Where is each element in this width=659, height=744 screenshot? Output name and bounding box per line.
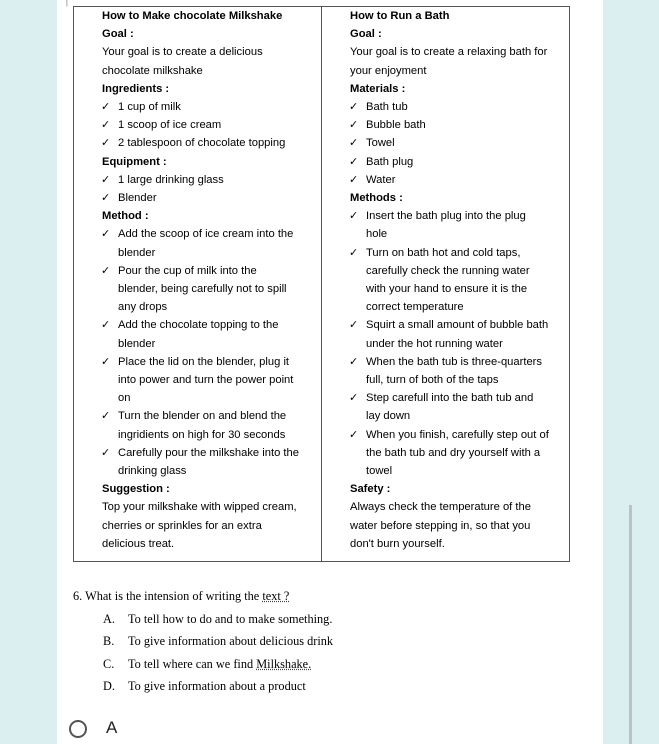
material-item: ✓ Towel — [350, 134, 565, 152]
method-step: ✓ Place the lid on the blender, plug it into power and turn the power point on — [102, 353, 314, 408]
suggestion-line: delicious treat. — [102, 537, 175, 550]
check-icon: ✓ — [101, 119, 111, 132]
check-icon: ✓ — [101, 192, 111, 205]
left-column — [102, 7, 314, 553]
check-icon: ✓ — [349, 246, 359, 259]
method-step: ✓ Add the scoop of ice cream into the blender — [102, 225, 314, 261]
method-step: ✓ Turn the blender on and blend the ingridients on high for 30 seconds — [102, 407, 314, 443]
check-icon: ✓ — [101, 355, 111, 368]
option-b: B. To give information about delicious drink — [103, 634, 334, 649]
suggestion-line: cherries or sprinkles for an extra — [102, 519, 262, 532]
bath-method-step: ✓ Insert the bath plug into the plug hole — [350, 207, 565, 243]
left-goal-label: Goal : — [102, 28, 134, 41]
equipment-item: ✓ Blender — [102, 189, 314, 207]
right-goal-label: Goal : — [350, 28, 382, 41]
question-block — [73, 585, 333, 698]
check-icon: ✓ — [349, 428, 359, 441]
check-icon: ✓ — [101, 228, 111, 241]
check-icon: ✓ — [349, 319, 359, 332]
check-icon: ✓ — [349, 173, 359, 186]
corner-mark: | — [66, 0, 68, 7]
check-icon: ✓ — [349, 210, 359, 223]
check-icon: ✓ — [101, 137, 111, 150]
check-icon: ✓ — [101, 101, 111, 114]
suggestion-label: Suggestion : — [102, 483, 170, 496]
materials-label: Materials : — [350, 82, 406, 95]
bath-method-step: ✓ Squirt a small amount of bubble bath under the hot running water — [350, 316, 565, 352]
answer-radio-label[interactable]: A — [106, 718, 118, 737]
bath-method-step: ✓ Step carefull into the bath tub and lay down — [350, 389, 565, 425]
method-step: ✓ Carefully pour the milkshake into the drinking glass — [102, 444, 314, 480]
left-goal-line: Your goal is to create a delicious — [102, 46, 263, 59]
safety-line: water before stepping in, so that you — [350, 519, 531, 532]
right-goal-line: Your goal is to create a relaxing bath for — [350, 46, 548, 59]
left-goal-line: chocolate milkshake — [102, 64, 203, 77]
option-a: A. To tell how to do and to make something. — [103, 611, 333, 626]
right-goal-line: your enjoyment — [350, 64, 427, 77]
ingredient-item: ✓ 1 cup of milk — [102, 98, 314, 116]
question-text: 6. What is the intension of writing the text ? — [73, 589, 290, 603]
equipment-item: ✓ 1 large drinking glass — [102, 171, 314, 189]
left-title: How to Make chocolate Milkshake — [102, 10, 283, 22]
material-item: ✓ Bubble bath — [350, 116, 565, 134]
safety-line: don't burn yourself. — [350, 537, 445, 550]
option-c: C. To tell where can we find Milkshake. — [103, 656, 312, 671]
safety-label: Safety : — [350, 483, 391, 496]
check-icon: ✓ — [349, 119, 359, 132]
method-label: Method : — [102, 210, 149, 223]
material-item: ✓ Bath plug — [350, 153, 565, 171]
bath-method-step: ✓ When the bath tub is three-quarters full, turn of both of the taps — [350, 353, 565, 389]
method-step: ✓ Add the chocolate topping to the blender — [102, 316, 314, 352]
scrollbar-track[interactable] — [629, 505, 632, 744]
check-icon: ✓ — [101, 410, 111, 423]
question-number: 6. — [73, 589, 83, 603]
table-column-divider — [321, 6, 322, 562]
check-icon: ✓ — [349, 155, 359, 168]
answer-radio-button[interactable] — [69, 720, 87, 738]
equipment-label: Equipment : — [102, 155, 167, 168]
check-icon: ✓ — [349, 355, 359, 368]
check-icon: ✓ — [101, 264, 111, 277]
option-d: D. To give information about a product — [103, 679, 306, 694]
check-icon: ✓ — [101, 319, 111, 332]
method-step: ✓ Pour the cup of milk into the blender, being carefully not to spill any drops — [102, 262, 314, 317]
material-item: ✓ Bath tub — [350, 98, 565, 116]
check-icon: ✓ — [349, 101, 359, 114]
ingredient-item: ✓ 2 tablespoon of chocolate topping — [102, 134, 314, 152]
bath-method-step: ✓ When you finish, carefully step out of the bath tub and dry yourself with a towel — [350, 426, 565, 481]
safety-line: Always check the temperature of the — [350, 501, 531, 514]
ingredients-label: Ingredients : — [102, 82, 170, 95]
material-item: ✓ Water — [350, 171, 565, 189]
methods-label: Methods : — [350, 192, 403, 205]
check-icon: ✓ — [349, 137, 359, 150]
right-column — [350, 7, 565, 553]
right-title: How to Run a Bath — [350, 10, 450, 22]
bath-method-step: ✓ Turn on bath hot and cold taps, carefully check the running water with your hand to ensure it is the correct temperature — [350, 244, 565, 317]
suggestion-line: Top your milkshake with wipped cream, — [102, 501, 297, 514]
ingredient-item: ✓ 1 scoop of ice cream — [102, 116, 314, 134]
left-background-panel — [0, 0, 57, 744]
check-icon: ✓ — [101, 446, 111, 459]
check-icon: ✓ — [101, 173, 111, 186]
check-icon: ✓ — [349, 392, 359, 405]
